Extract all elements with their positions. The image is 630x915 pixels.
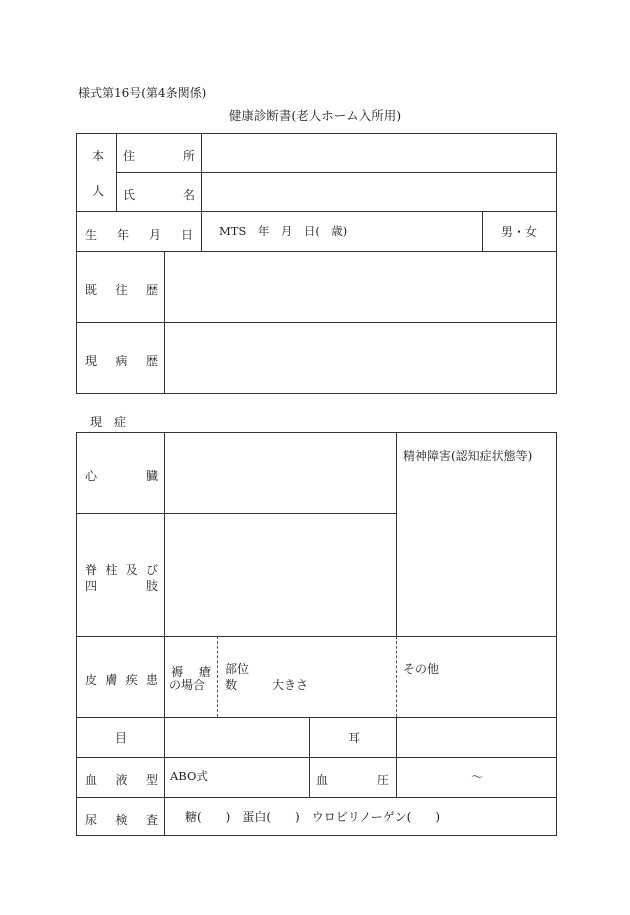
heart-field[interactable] (165, 433, 395, 512)
blood-pressure-label: 血 圧 (316, 773, 389, 787)
divider-dashed (396, 636, 397, 717)
eye-label: 目 (115, 731, 128, 745)
form-number: 様式第16号(第4条関係) (78, 86, 207, 100)
spine-field[interactable] (165, 514, 395, 635)
divider-dashed (217, 636, 218, 717)
bedsore-label-line1: 褥 瘡 (171, 665, 211, 679)
divider (76, 757, 557, 758)
bedsore-label-line2: の場合 (169, 678, 206, 692)
mental-field[interactable] (397, 470, 556, 635)
divider (76, 211, 557, 212)
birthdate-field[interactable]: MTS 年 月 日( 歳) (219, 224, 348, 238)
past-history-field[interactable] (165, 252, 556, 321)
divider (76, 513, 164, 514)
skin-label: 皮 膚 疾 患 (85, 673, 158, 687)
current-condition-heading: 現 症 (90, 415, 127, 429)
birthdate-label: 生 年 月 日 (85, 228, 193, 242)
ear-field[interactable] (397, 718, 556, 756)
name-field[interactable] (202, 173, 556, 210)
urine-test-field[interactable]: 糖( ) 蛋白( ) ウロビリノーゲン( ) (185, 810, 441, 824)
divider (482, 211, 483, 251)
urine-test-label: 尿 検 査 (85, 813, 158, 827)
spine-label-line1: 脊 柱 及 び (85, 563, 158, 577)
divider (76, 797, 557, 798)
heart-label: 心 臓 (85, 469, 158, 483)
present-history-field[interactable] (165, 323, 556, 393)
blood-type-label: 血 液 型 (85, 773, 158, 787)
blood-type-field[interactable]: ABO式 (170, 769, 208, 783)
person-label-nin: 人 (92, 184, 105, 198)
address-label: 住 所 (123, 149, 195, 163)
sex-field[interactable]: 男・女 (501, 225, 538, 239)
blood-pressure-field[interactable]: 〜 (470, 770, 483, 784)
name-label: 氏 名 (123, 188, 195, 202)
mental-label: 精神障害(認知症状態等) (403, 449, 533, 463)
divider (309, 717, 310, 797)
past-history-label: 既 往 歴 (85, 283, 158, 297)
eye-field[interactable] (165, 718, 308, 756)
bedsore-count-label[interactable]: 数 (225, 678, 238, 692)
bedsore-site-label[interactable]: 部位 (225, 662, 250, 676)
address-field[interactable] (202, 134, 556, 171)
spine-label-line2: 四 肢 (85, 579, 158, 593)
divider (76, 636, 557, 637)
skin-other-label[interactable]: その他 (403, 662, 440, 676)
person-label-hon: 本 (92, 149, 105, 163)
present-history-label: 現 病 歴 (85, 354, 158, 368)
divider (116, 133, 117, 211)
ear-label: 耳 (348, 731, 361, 745)
document-title: 健康診断書(老人ホーム入所用) (228, 108, 402, 123)
bedsore-size-label[interactable]: 大きさ (272, 678, 309, 692)
